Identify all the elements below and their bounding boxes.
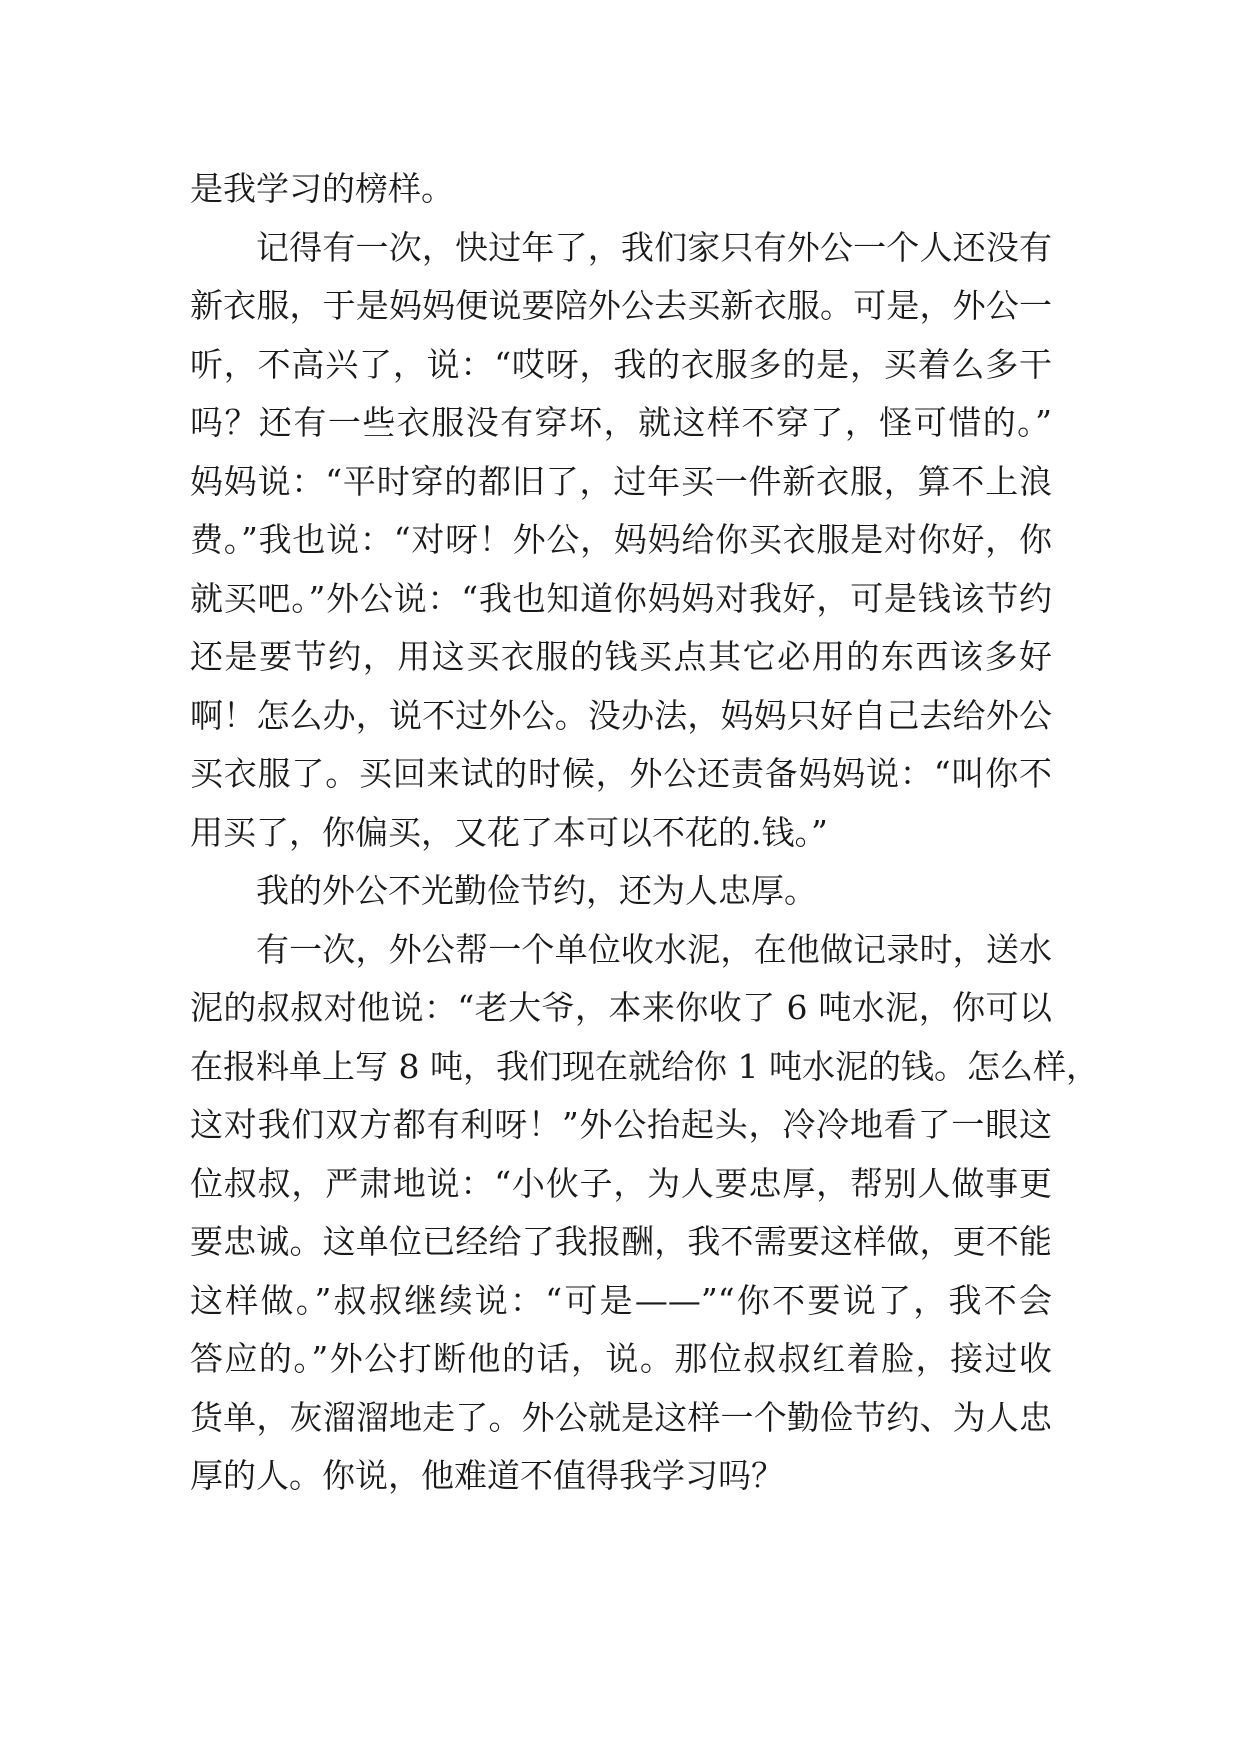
text-line: 记得有一次，快过年了，我们家只有外公一个人还没有 — [256, 227, 1052, 267]
text-line: 啊！怎么办，说不过外公。没办法，妈妈只好自己去给外公 — [190, 695, 1052, 735]
text-line: 货单，灰溜溜地走了。外公就是这样一个勤俭节约、为人忠 — [190, 1397, 1052, 1437]
text-line: 要忠诚。这单位已经给了我报酬，我不需要这样做，更不能 — [190, 1222, 1052, 1261]
text-line: 位叔叔，严肃地说：“小伙子，为人要忠厚，帮别人做事更 — [190, 1163, 1052, 1203]
text-line: 就买吧。”外公说：“我也知道你妈妈对我好，可是钱该节约 — [190, 578, 1052, 618]
text-line: 吗？还有一些衣服没有穿坏，就这样不穿了，怪可惜的。” — [190, 403, 1052, 442]
text-line: 有一次，外公帮一个单位收水泥，在他做记录时，送水 — [256, 929, 1052, 969]
text-line: 费。”我也说：“对呀！外公，妈妈给你买衣服是对你好，你 — [190, 520, 1052, 559]
text-line: 答应的。”外公打断他的话，说。那位叔叔红着脸，接过收 — [190, 1339, 1052, 1378]
text-line: 我的外公不光勤俭节约，还为人忠厚。 — [256, 871, 817, 910]
text-line: 泥的叔叔对他说：“老大爷，本来你收了 6 吨水泥，你可以 — [190, 988, 1052, 1027]
text-line: 是我学习的榜样。 — [190, 169, 454, 208]
text-line: 还是要节约，用这买衣服的钱买点其它必用的东西该多好 — [190, 637, 1052, 676]
text-line: 厚的人。你说，他难道不值得我学习吗？ — [190, 1456, 784, 1495]
text-line: 买衣服了。买回来试的时候，外公还责备妈妈说：“叫你不 — [190, 754, 1052, 793]
text-line: 这对我们双方都有利呀！”外公抬起头，冷冷地看了一眼这 — [190, 1105, 1052, 1144]
text-line: 这样做。”叔叔继续说：“可是——”“你不要说了，我不会 — [190, 1280, 1052, 1320]
text-line: 新衣服，于是妈妈便说要陪外公去买新衣服。可是，外公一 — [190, 286, 1052, 325]
text-line: 在报料单上写 8 吨，我们现在就给你 1 吨水泥的钱。怎么样， — [190, 1046, 1099, 1086]
text-line: 用买了，你偏买，又花了本可以不花的.钱。” — [190, 812, 828, 852]
document-body — [190, 160, 1099, 1506]
text-line: 妈妈说：“平时穿的都旧了，过年买一件新衣服，算不上浪 — [190, 461, 1052, 501]
text-line: 听，不高兴了，说：“哎呀，我的衣服多的是，买着么多干 — [190, 344, 1052, 384]
